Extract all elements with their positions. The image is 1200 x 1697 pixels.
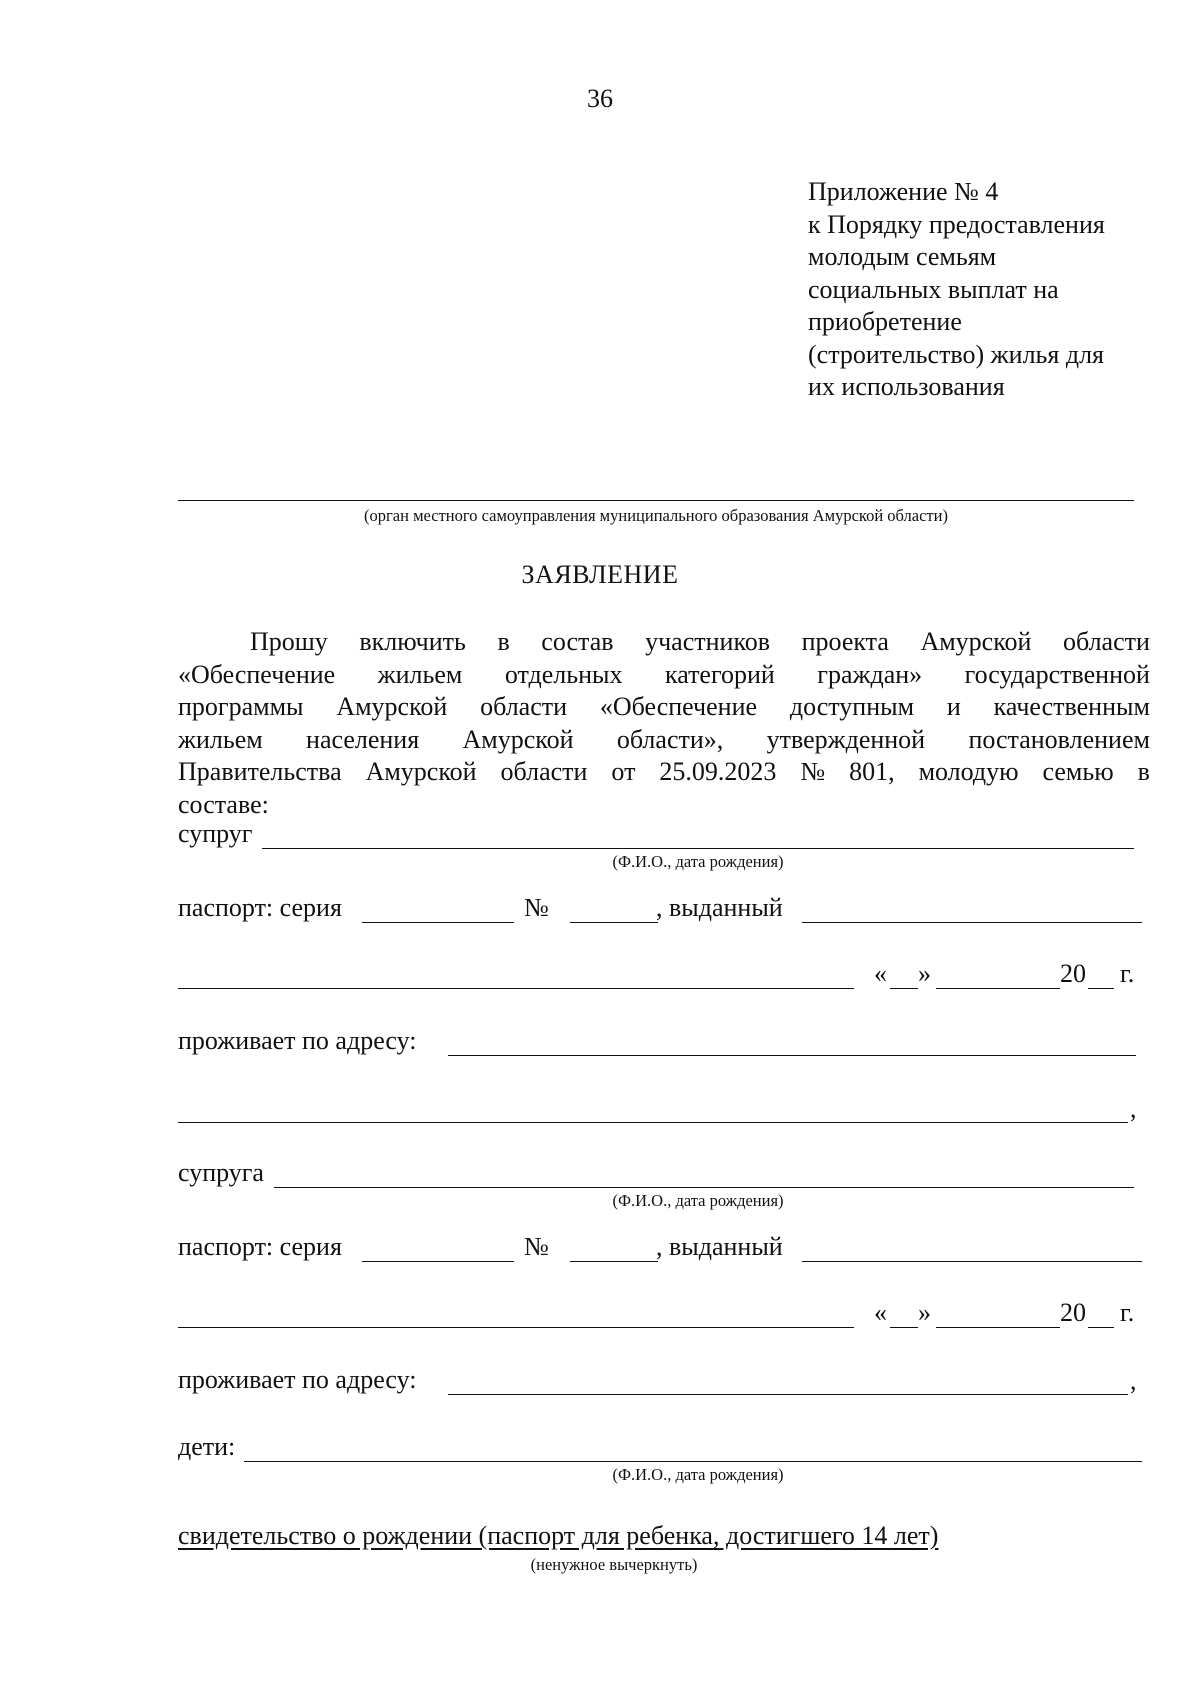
appendix-block (808, 176, 1188, 404)
appendix-line: (строительство) жилья для (808, 339, 1105, 369)
appendix-line: социальных выплат на (808, 274, 1059, 304)
certificate-note: (ненужное вычеркнуть) (530, 1555, 698, 1574)
page-number: 36 (587, 84, 613, 113)
husband-passport-number-field[interactable] (570, 922, 658, 923)
wife-fio-caption: (Ф.И.О., дата рождения) (612, 1191, 784, 1210)
husband-address-label: проживает по адресу: (178, 1026, 417, 1055)
wife-issued-by-field[interactable] (802, 1261, 1142, 1262)
document-title: ЗАЯВЛЕНИЕ (521, 560, 679, 589)
husband-label: супруг (178, 819, 253, 848)
wife-year-prefix: 20 (1060, 1298, 1086, 1327)
appendix-line: молодым семьям (808, 242, 997, 271)
intro-line: программы Амурской области «Обеспечение доступным и качественным (178, 692, 1150, 721)
authority-caption: (орган местного самоуправления муниципального образования Амурской области) (364, 506, 948, 525)
wife-address-comma: , (1130, 1366, 1137, 1395)
intro-line: Правительства Амурской области от 25.09.2023 № 801, молодую семью в (178, 757, 1150, 786)
husband-passport-series-field[interactable] (362, 922, 514, 923)
husband-fio-field[interactable] (262, 848, 1134, 849)
husband-issued-by-field[interactable] (802, 922, 1142, 923)
appendix-line: приобретение (808, 307, 962, 336)
husband-issued-by-field-cont[interactable] (178, 988, 854, 989)
husband-date-close: » (918, 959, 931, 988)
wife-issued-by-field-cont[interactable] (178, 1327, 854, 1328)
husband-address-field[interactable] (448, 1055, 1136, 1056)
husband-address-comma: , (1130, 1094, 1137, 1123)
intro-line: жильем населения Амурской области», утвержденной постановлением (178, 724, 1150, 754)
appendix-line: к Порядку предоставления (808, 209, 1105, 239)
children-label: дети: (178, 1432, 236, 1461)
wife-date-open: « (874, 1298, 887, 1327)
husband-issued-label: , выданный (656, 893, 783, 922)
husband-date-day-field[interactable] (890, 988, 918, 989)
children-fio-caption: (Ф.И.О., дата рождения) (612, 1465, 784, 1484)
wife-address-label: проживает по адресу: (178, 1365, 417, 1394)
husband-passport-label: паспорт: серия (178, 893, 342, 922)
wife-label: супруга (178, 1158, 264, 1187)
husband-fio-caption: (Ф.И.О., дата рождения) (612, 852, 784, 871)
husband-year-suffix: г. (1120, 959, 1135, 988)
husband-number-sign: № (524, 893, 549, 922)
certificate-text[interactable]: свидетельство о рождении (паспорт для ребенка, достигшего 14 лет) (178, 1521, 939, 1550)
wife-passport-label: паспорт: серия (178, 1232, 342, 1261)
intro-last-line: составе: (178, 789, 269, 819)
appendix-line: их использования (808, 372, 1005, 401)
wife-number-sign: № (524, 1232, 549, 1261)
wife-passport-series-field[interactable] (362, 1261, 514, 1262)
wife-passport-number-field[interactable] (570, 1261, 658, 1262)
wife-fio-field[interactable] (274, 1187, 1134, 1188)
husband-date-open: « (874, 959, 887, 988)
wife-address-field[interactable] (448, 1394, 1128, 1395)
husband-date-month-field[interactable] (936, 988, 1060, 989)
intro-line: «Обеспечение жильем отдельных категорий граждан» государственной (178, 659, 1150, 689)
wife-year-field[interactable] (1088, 1327, 1114, 1328)
husband-address-field-cont[interactable] (178, 1122, 1128, 1123)
husband-year-field[interactable] (1088, 988, 1114, 989)
wife-issued-label: , выданный (656, 1232, 783, 1261)
appendix-line: Приложение № 4 (808, 177, 999, 206)
wife-year-suffix: г. (1120, 1298, 1135, 1327)
authority-field-line[interactable] (178, 500, 1134, 501)
wife-date-day-field[interactable] (890, 1327, 918, 1328)
children-fio-field[interactable] (244, 1461, 1142, 1462)
wife-date-month-field[interactable] (936, 1327, 1060, 1328)
wife-date-close: » (918, 1298, 931, 1327)
intro-line: Прошу включить в состав участников проекта Амурской области (250, 627, 1150, 656)
husband-year-prefix: 20 (1060, 959, 1086, 988)
intro-paragraph (178, 626, 1150, 821)
